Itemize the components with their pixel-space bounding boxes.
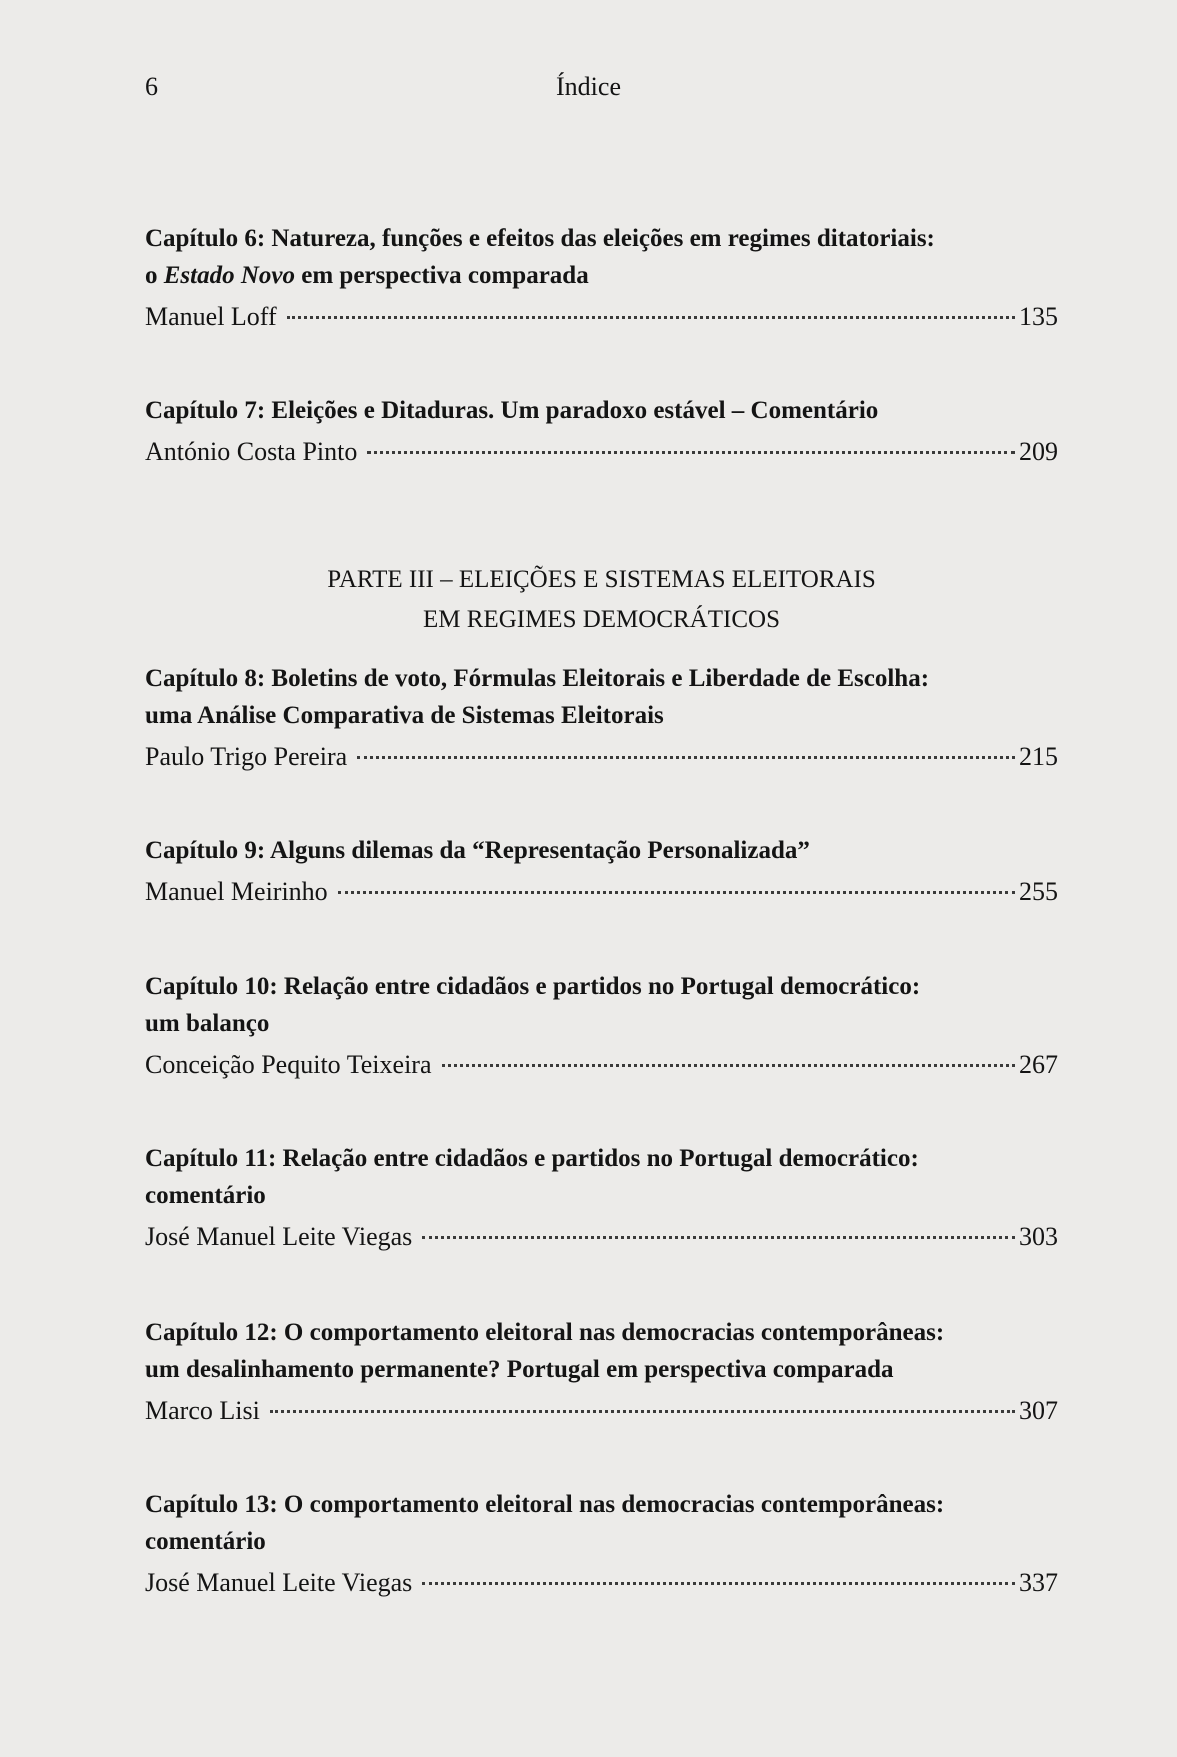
author-line [145, 1218, 1058, 1256]
dot-leader [338, 891, 1015, 894]
author-name: Conceição Pequito Teixeira [145, 1050, 432, 1079]
chapter-title: Capítulo 12: O comportamento eleitoral nas democracias contemporâneas: um desalinhamento permanente? Portugal em perspectiva comparada [145, 1319, 945, 1383]
author-line [145, 873, 1058, 911]
toc-entry-chapter-12 [145, 1314, 1058, 1430]
chapter-title: Capítulo 10: Relação entre cidadãos e partidos no Portugal democrático: um balanço [145, 973, 921, 1037]
italic-title: Estado Novo [163, 262, 295, 289]
page-ref: 255 [1019, 877, 1058, 906]
author-name: José Manuel Leite Viegas [145, 1568, 413, 1597]
dot-leader [357, 756, 1015, 759]
dot-leader [287, 316, 1015, 319]
chapter-title: Capítulo 9: Alguns dilemas da “Representação Personalizada” [145, 837, 810, 864]
chapter-title: Capítulo 6: Natureza, funções e efeitos das eleições em regimes ditatoriais: o Estado Novo em perspectiva comparada [145, 225, 935, 289]
page-number: 6 [145, 72, 158, 101]
author-name: António Costa Pinto [145, 437, 358, 466]
dot-leader [367, 451, 1015, 454]
part-heading: PARTE III – ELEIÇÕES E SISTEMAS ELEITORAIS EM REGIMES DEMOCRÁTICOS [327, 566, 876, 633]
toc-entry-chapter-10 [145, 968, 1058, 1084]
author-line [145, 738, 1058, 776]
toc-entry-chapter-13 [145, 1486, 1058, 1602]
author-name: Manuel Loff [145, 302, 277, 331]
dot-leader [270, 1410, 1015, 1413]
author-line [145, 1392, 1058, 1430]
chapter-title: Capítulo 7: Eleições e Ditaduras. Um paradoxo estável – Comentário [145, 397, 879, 424]
chapter-title: Capítulo 11: Relação entre cidadãos e partidos no Portugal democrático: comentário [145, 1145, 919, 1209]
toc-entry-chapter-11 [145, 1140, 1058, 1256]
author-name: Paulo Trigo Pereira [145, 742, 348, 771]
author-line [145, 1046, 1058, 1084]
author-line [145, 298, 1058, 336]
author-name: Manuel Meirinho [145, 877, 328, 906]
toc-entry-chapter-6 [145, 220, 1058, 336]
author-name: Marco Lisi [145, 1396, 260, 1425]
dot-leader [422, 1582, 1015, 1585]
page-ref: 307 [1019, 1396, 1058, 1425]
dot-leader [442, 1064, 1016, 1067]
page-title: Índice [556, 72, 621, 101]
author-line [145, 433, 1058, 471]
chapter-title: Capítulo 13: O comportamento eleitoral nas democracias contemporâneas: comentário [145, 1491, 945, 1555]
author-name: José Manuel Leite Viegas [145, 1222, 413, 1251]
chapter-title: Capítulo 8: Boletins de voto, Fórmulas Eleitorais e Liberdade de Escolha: uma Análise Comparativa de Sistemas Eleitorais [145, 665, 930, 729]
page-ref: 267 [1019, 1050, 1058, 1079]
page-ref: 135 [1019, 302, 1058, 331]
toc-entry-chapter-9 [145, 832, 1058, 911]
dot-leader [422, 1236, 1015, 1239]
page-ref: 337 [1019, 1568, 1058, 1597]
page-ref: 303 [1019, 1222, 1058, 1251]
author-line [145, 1564, 1058, 1602]
page-ref: 209 [1019, 437, 1058, 466]
toc-entry-chapter-7 [145, 392, 1058, 471]
page-ref: 215 [1019, 742, 1058, 771]
toc-entry-chapter-8 [145, 660, 1058, 776]
